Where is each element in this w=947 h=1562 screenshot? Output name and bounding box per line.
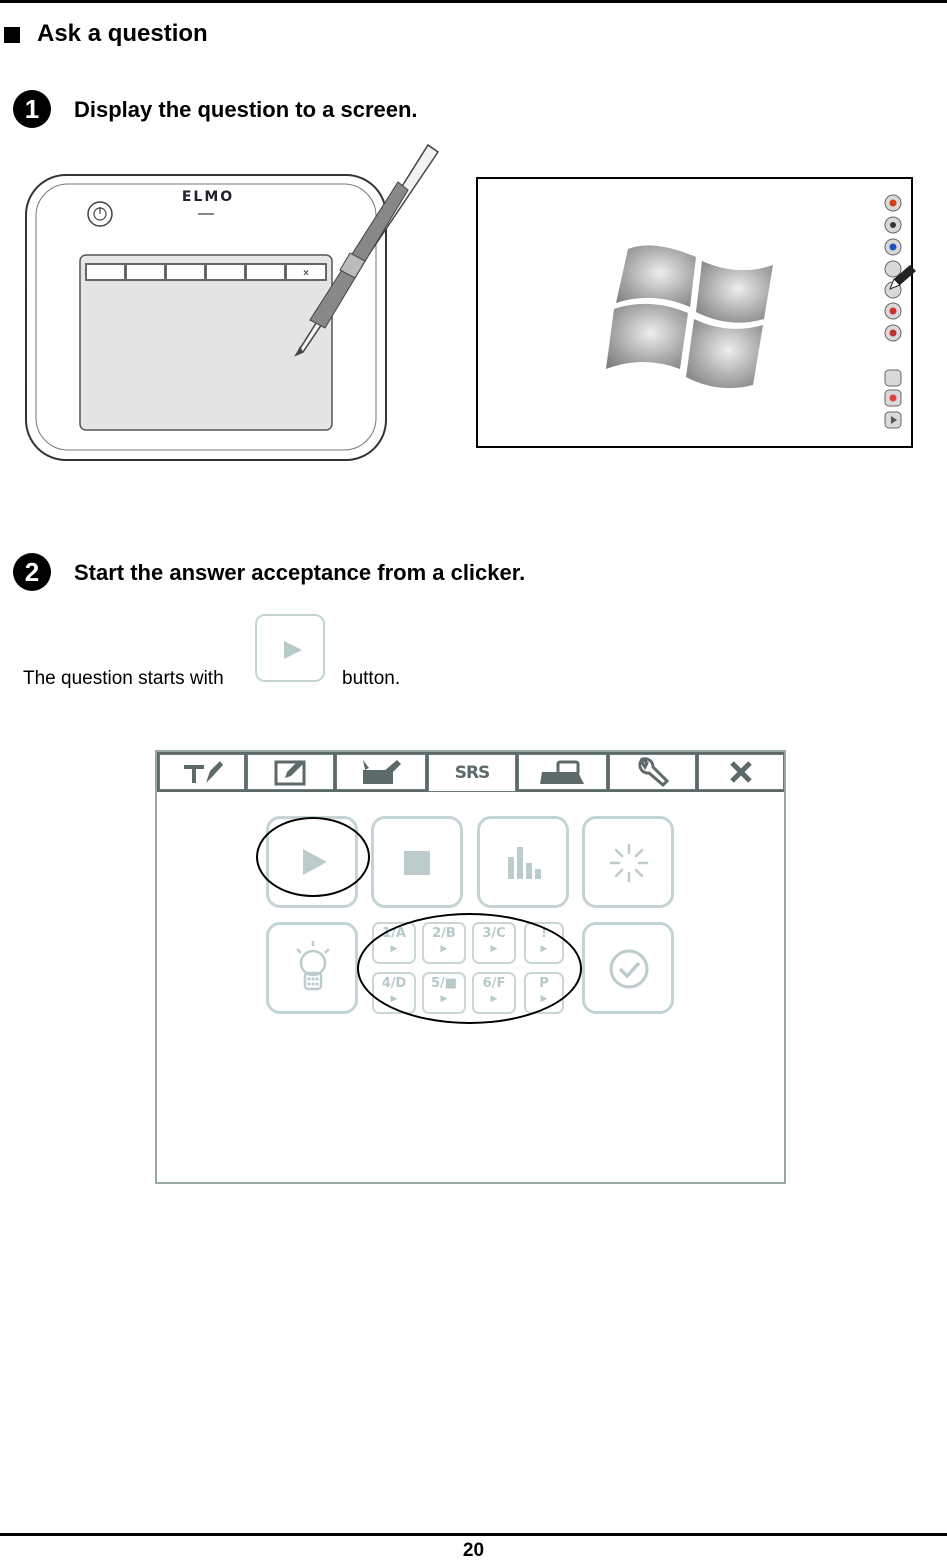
- answer-button-4d[interactable]: 4/D ▶: [372, 972, 416, 1014]
- clicker-lightbulb-icon: [291, 939, 335, 997]
- tablet-brand-logo: ELMO: [181, 189, 235, 205]
- display-screen-illustration: [476, 177, 913, 448]
- clicker-setup-button[interactable]: [266, 922, 358, 1014]
- tab-camera-capture[interactable]: [518, 754, 607, 790]
- svg-text:×: ×: [303, 268, 309, 279]
- highlight-oval-answer-buttons: [357, 913, 582, 1024]
- answer-button-2b[interactable]: 2/B ▶: [422, 922, 466, 964]
- document-camera-icon: [359, 758, 403, 786]
- bar-chart-icon: [506, 845, 546, 881]
- tab-settings[interactable]: [609, 754, 696, 790]
- step-1-title: Display the question to a screen.: [74, 97, 418, 122]
- step-2-text-after: button.: [342, 668, 401, 689]
- answer-button-1a[interactable]: 1/A ▶: [372, 922, 416, 964]
- waiting-button[interactable]: [582, 816, 674, 908]
- tab-pen-board[interactable]: [159, 754, 245, 790]
- answer-button-6f[interactable]: 6/F ▶: [472, 972, 516, 1014]
- highlight-oval-start-button: [256, 817, 370, 897]
- tab-edit-board[interactable]: [247, 754, 334, 790]
- camera-capture-icon: [538, 758, 588, 786]
- show-results-button[interactable]: [477, 816, 569, 908]
- tablet-illustration: [0, 130, 460, 470]
- edit-board-icon: [271, 758, 311, 786]
- tab-srs-label: SRS: [454, 763, 490, 783]
- step-1-number-badge: 1: [13, 90, 51, 128]
- answer-button-5e[interactable]: 5/■ ▶: [422, 972, 466, 1014]
- pen-cursor-icon: [886, 263, 918, 295]
- step-2-number-badge: 2: [13, 553, 51, 591]
- tab-srs[interactable]: [428, 754, 516, 792]
- answer-button-3c[interactable]: 3/C ▶: [472, 922, 516, 964]
- confirm-answer-button[interactable]: [582, 922, 674, 1014]
- bottom-rule: [0, 1533, 947, 1536]
- tab-document-camera[interactable]: [336, 754, 426, 790]
- windows-logo-icon: [478, 179, 911, 446]
- page-number: 20: [462, 1540, 485, 1561]
- stop-answer-button[interactable]: [371, 816, 463, 908]
- stop-icon: [404, 851, 430, 875]
- loading-spinner-icon: [607, 841, 651, 885]
- section-bullet-square: [4, 27, 20, 43]
- pen-board-icon: [180, 759, 224, 785]
- start-button-sample: [255, 614, 325, 682]
- close-icon: [728, 759, 754, 785]
- section-title: Ask a question: [37, 20, 208, 47]
- answer-button-exclaim[interactable]: ! ▶: [524, 922, 564, 964]
- step-2-text-before: The question starts with: [23, 668, 224, 689]
- step-2-title: Start the answer acceptance from a clicker.: [74, 560, 526, 585]
- tab-close[interactable]: [698, 754, 784, 790]
- screen-toolbar-icons: [878, 193, 908, 433]
- check-circle-icon: [607, 947, 651, 991]
- top-rule: [0, 0, 947, 3]
- wrench-icon: [635, 757, 671, 787]
- play-icon: [284, 641, 302, 659]
- answer-button-p[interactable]: P ▶: [524, 972, 564, 1014]
